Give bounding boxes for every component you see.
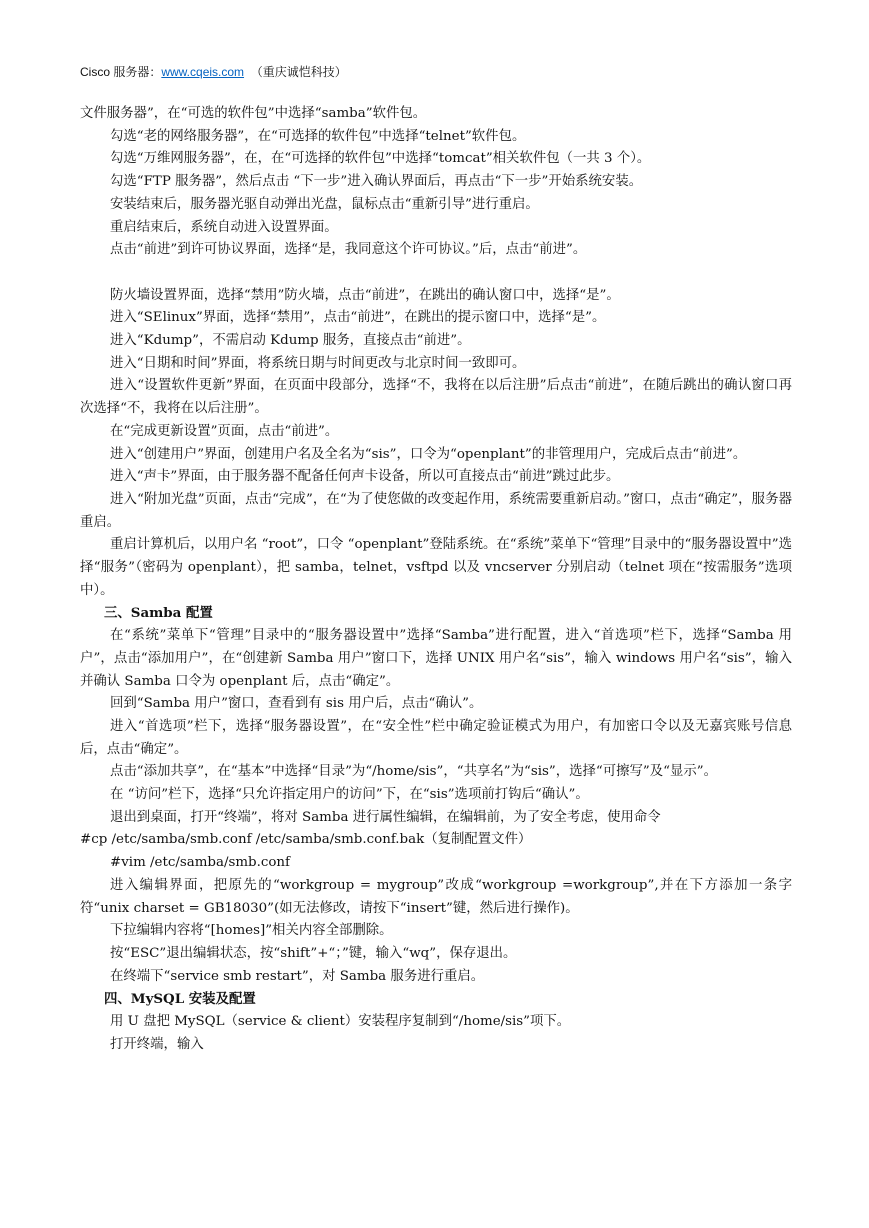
paragraph: 回到“Samba 用户”窗口，查看到有 sis 用户后，点击“确认”。: [110, 696, 483, 712]
paragraph: 进入“SElinux”界面，选择“禁用”，点击“前进”，在跳出的提示窗口中，选择“是”。: [110, 310, 606, 326]
command-line: #vim /etc/samba/smb.conf: [110, 855, 291, 871]
paragraph: 进入“日期和时间”界面，将系统日期与时间更改与北京时间一致即可。: [110, 355, 526, 371]
page-header: [80, 63, 347, 80]
paragraph: 进入编辑界面，把原先的“workgroup = mygroup”改成“workgroup =workgroup”,并在下方添加一条字符“unix charset = GB18030”(如无法修改，请按下“insert”键，然后进行操作)。: [80, 877, 792, 916]
paragraph: 点击“前进”到许可协议界面，选择“是，我同意这个许可协议。”后，点击“前进”。: [110, 242, 587, 258]
paragraph: 文件服务器”，在“可选的软件包”中选择“samba”软件包。: [80, 106, 427, 121]
paragraph: 在“完成更新设置”页面，点击“前进”。: [110, 423, 339, 439]
paragraph: 按“ESC”退出编辑状态，按“shift”+“；”键，输入“wq”，保存退出。: [110, 946, 517, 961]
paragraph: 进入“创建用户”界面，创建用户名及全名为“sis”，口令为“openplant”的非管理用户，完成后点击“前进”。: [110, 446, 747, 462]
paragraph: 退出到桌面，打开“终端”，将对 Samba 进行属性编辑，在编辑前，为了安全考虑，使用命令: [110, 809, 661, 825]
paragraph: 在“系统”菜单下“管理”目录中的“服务器设置中”选择“Samba”进行配置，进入“首选项”栏下，选择“Samba 用户”，点击“添加用户”，在“创建新 Samba 用户”窗口下，选择 UNIX 用户名“sis”，输入 windows 用户名“sis”，输入并确认 Samba 口令为 openplant 后，点击“确定”。: [80, 628, 792, 689]
paragraph: 安装结束后，服务器光驱自动弹出光盘，鼠标点击“重新引导”进行重启。: [110, 196, 539, 212]
header-prefix: Cisco 服务器：: [80, 65, 162, 79]
paragraph: 在 “访问”栏下，选择“只允许指定用户的访问”下，在“sis”选项前打钩后“确认”。: [110, 787, 589, 803]
paragraph: 重启结束后，系统自动进入设置界面。: [110, 219, 338, 235]
paragraph: 防火墙设置界面，选择“禁用”防火墙，点击“前进”，在跳出的确认窗口中，选择“是”。: [110, 287, 620, 303]
section-heading: 四、MySQL 安装及配置: [104, 991, 256, 1008]
website-link[interactable]: www.cqeis.com: [161, 65, 245, 79]
paragraph: 进入“首选项”栏下，选择“服务器设置”，在“安全性”栏中确定验证模式为用户，有加密口令以及无嘉宾账号信息后，点击“确定”。: [80, 718, 792, 757]
blank-line: [80, 262, 792, 285]
paragraph: 进入“设置软件更新”界面，在页面中段部分，选择“不，我将在以后注册”后点击“前进”，在随后跳出的确认窗口再次选择“不，我将在以后注册”。: [80, 378, 792, 417]
paragraph: 点击“添加共享”，在“基本”中选择“目录”为“/home/sis”，“共享名”为“sis”，选择“可擦写”及“显示”。: [110, 764, 718, 780]
document-body: [80, 103, 792, 1057]
paragraph: 进入“附加光盘”页面，点击“完成”，在“为了使您做的改变起作用，系统需要重新启动。”窗口，点击“确定”，服务器重启。: [80, 491, 792, 530]
paragraph: 用 U 盘把 MySQL（service & client）安装程序复制到“/home/sis”项下。: [110, 1014, 571, 1030]
paragraph: 进入“声卡”界面，由于服务器不配备任何声卡设备，所以可直接点击“前进”跳过此步。: [110, 469, 620, 485]
section-heading: 三、Samba 配置: [104, 605, 213, 622]
paragraph: 在终端下“service smb restart”，对 Samba 服务进行重启。: [110, 968, 485, 984]
paragraph: 勾选“万维网服务器”，在，在“可选择的软件包”中选择“tomcat”相关软件包（一共 3 个）。: [110, 151, 651, 167]
paragraph: 勾选“FTP 服务器”，然后点击 “下一步”进入确认界面后，再点击“下一步”开始系统安装。: [110, 174, 643, 190]
paragraph: 重启计算机后，以用户名 “root”，口令 “openplant”登陆系统。在“系统”菜单下“管理”目录中的“服务器设置中”选择“服务”（密码为 openplant），把 samba，telnet，vsftpd 以及 vncserver 分别启动（telnet 项在“按需服务”选项中）。: [80, 537, 792, 598]
paragraph: 打开终端，输入: [110, 1036, 204, 1052]
command-line: #cp /etc/samba/smb.conf /etc/samba/smb.conf.bak（复制配置文件）: [80, 832, 532, 848]
header-company: （重庆诚恺科技）: [250, 65, 347, 79]
paragraph: 勾选“老的网络服务器”，在“可选择的软件包”中选择“telnet”软件包。: [110, 128, 526, 144]
paragraph: 下拉编辑内容将“[homes]”相关内容全部删除。: [110, 923, 393, 939]
paragraph: 进入“Kdump”，不需启动 Kdump 服务，直接点击“前进”。: [110, 333, 471, 349]
